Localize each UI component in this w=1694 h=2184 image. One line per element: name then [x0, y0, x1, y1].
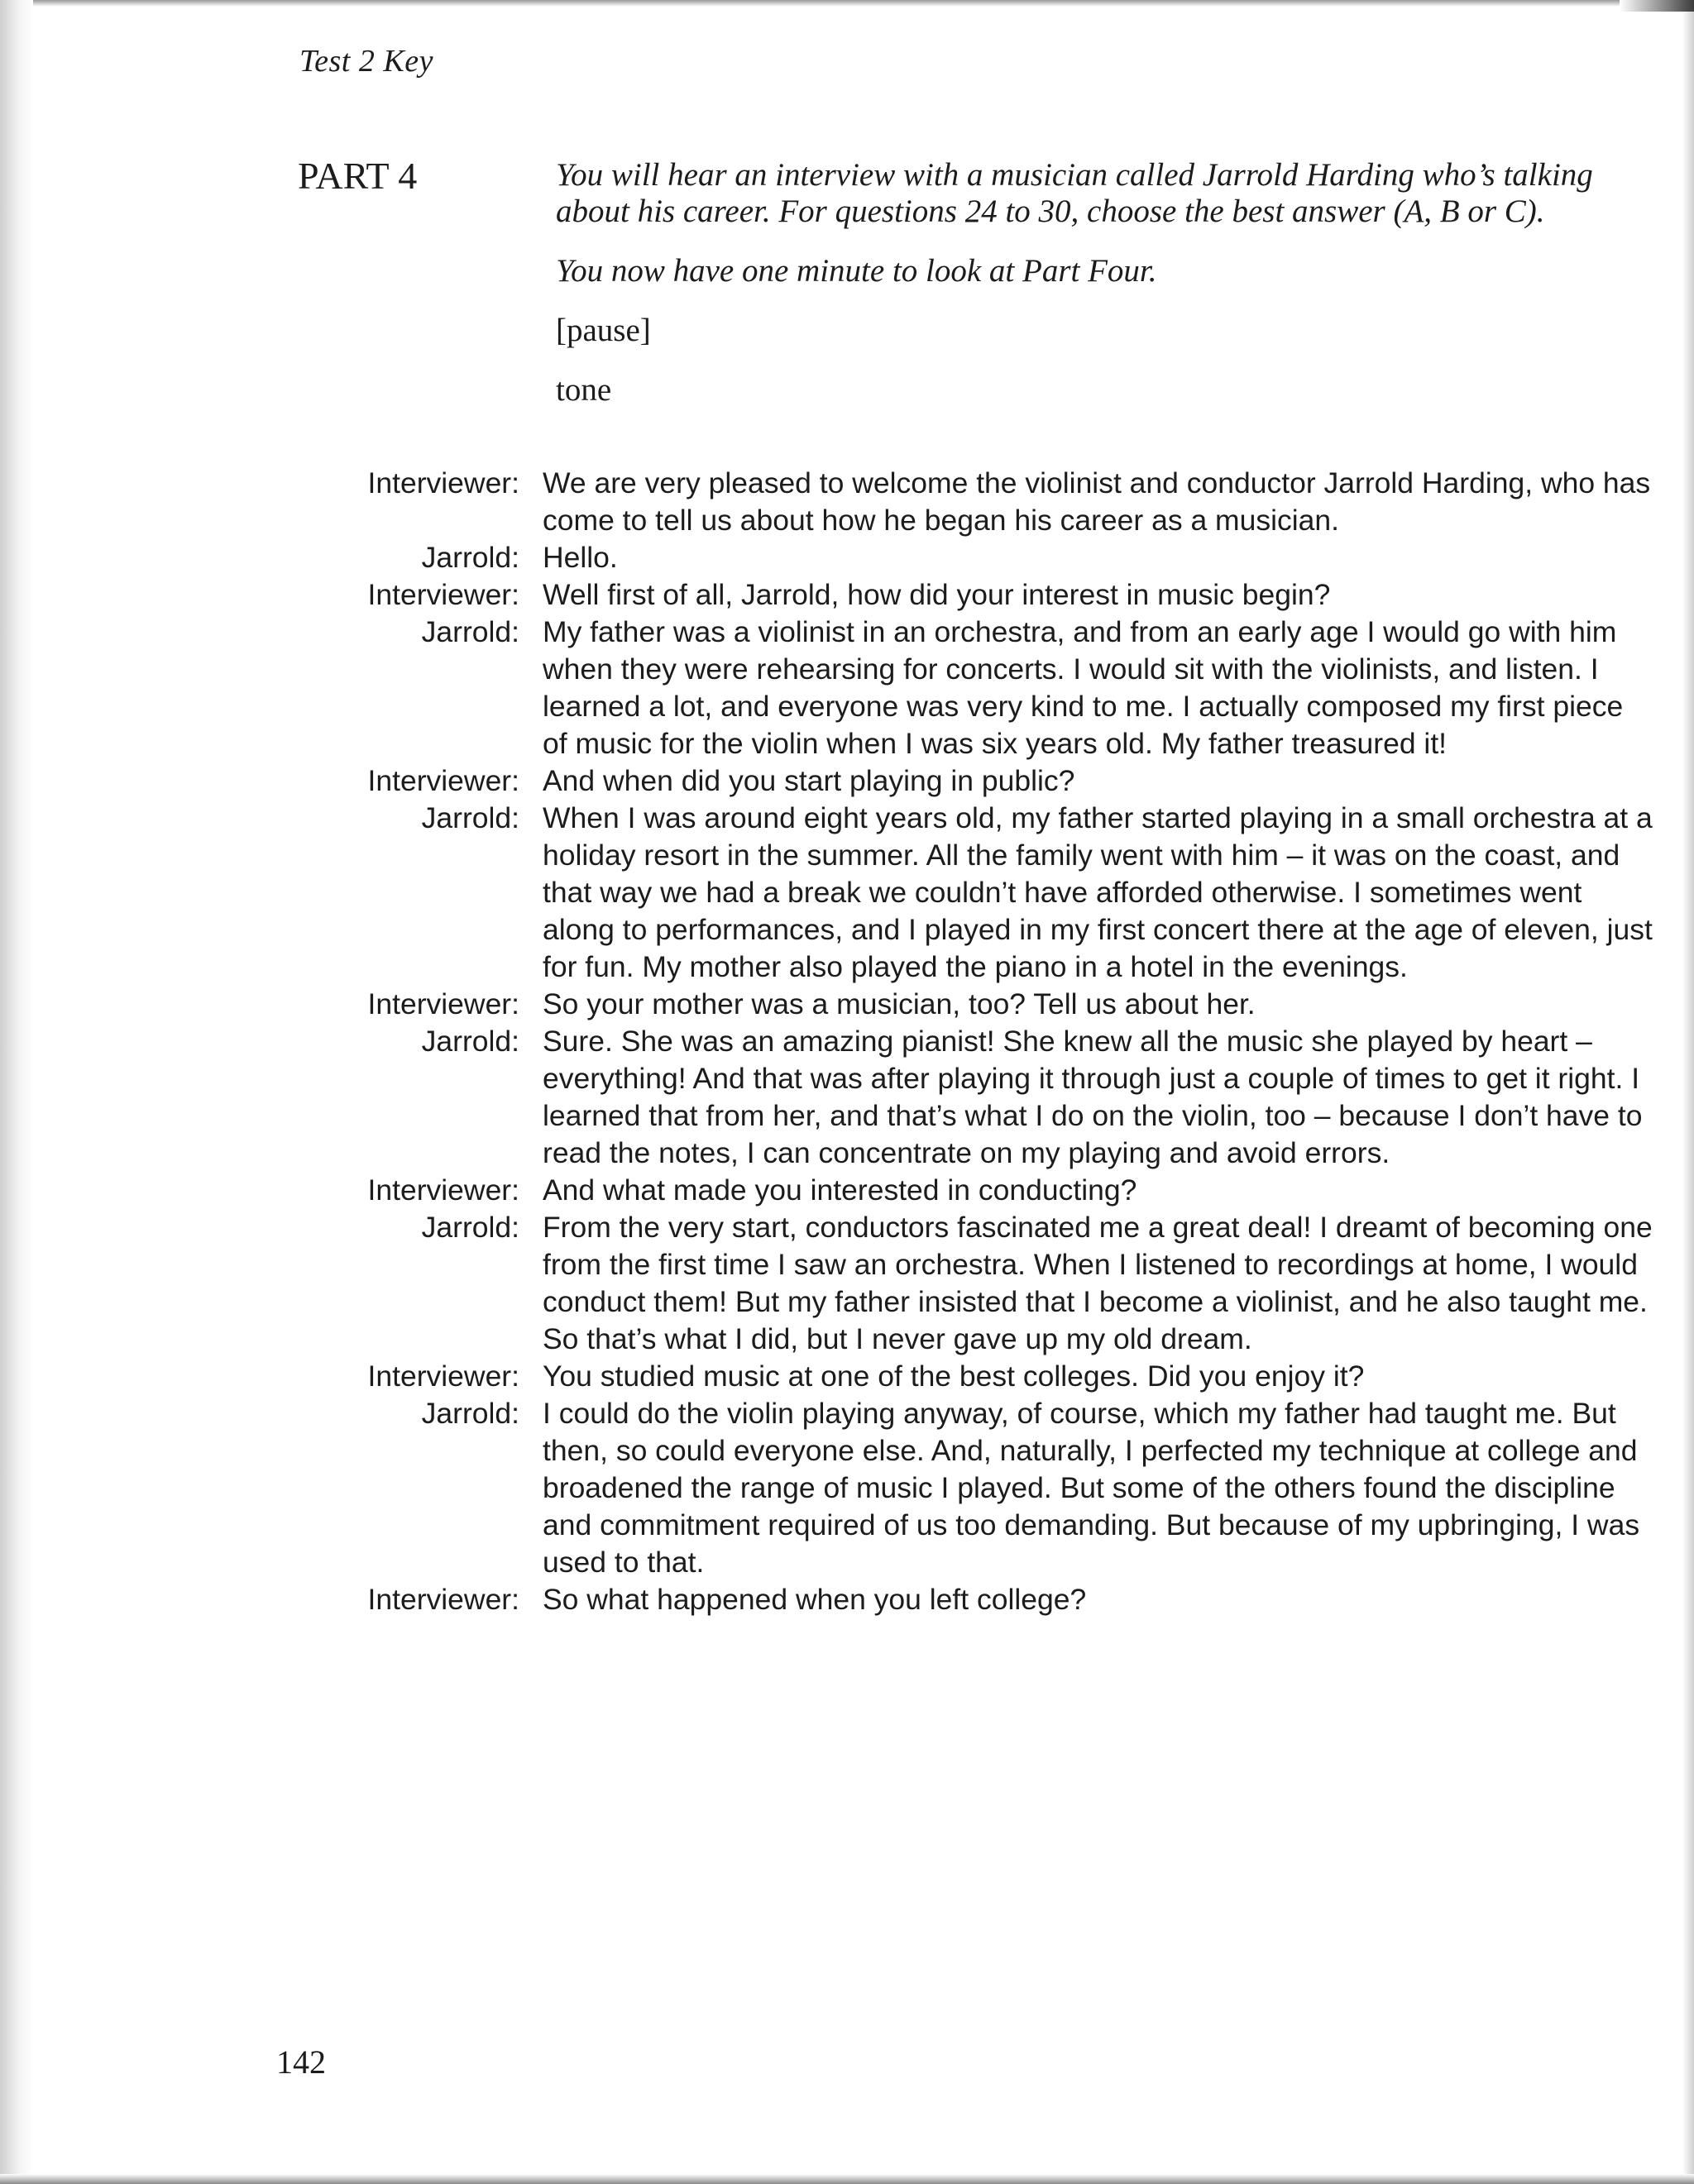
speech-text: You studied music at one of the best colleges. Did you enjoy it? — [543, 1360, 1365, 1393]
speech-text: So what happened when you left college? — [543, 1583, 1087, 1616]
dialogue-turn — [314, 800, 1654, 986]
dialogue-turn — [314, 576, 1654, 614]
speaker-label: Interviewer: — [367, 1173, 519, 1207]
instruction-pause: [pause] — [556, 313, 651, 348]
speech-text: We are very pleased to welcome the violinist and conductor Jarrold Harding, who has come to tell us about how he began his career as a musician. — [543, 466, 1651, 537]
scan-edge-bottom — [0, 2174, 1694, 2184]
speaker-label: Jarrold: — [421, 615, 519, 648]
scan-edge-top — [0, 0, 1694, 7]
speaker-label: Interviewer: — [367, 987, 519, 1020]
speech-text: And what made you interested in conducting? — [543, 1173, 1137, 1207]
speech-text: I could do the violin playing anyway, of course, which my father had taught me. But then, so could everyone else. And, naturally, I perfected my technique at college and broadened the range of music I played. But some of the others found the discipline and commitment required of us too demanding. But because of my upbringing, I was used to that. — [543, 1397, 1640, 1579]
page-number: 142 — [276, 2043, 326, 2081]
speaker-label: Jarrold: — [421, 541, 519, 574]
speech-text: So your mother was a musician, too? Tell us about her. — [543, 987, 1256, 1020]
speech-text: Well first of all, Jarrold, how did your interest in music begin? — [543, 578, 1331, 611]
dialogue-turn — [314, 465, 1654, 539]
speaker-label: Interviewer: — [367, 1583, 519, 1616]
running-head: Test 2 Key — [299, 44, 433, 79]
speech-text: When I was around eight years old, my father started playing in a small orchestra at a holiday resort in the summer. All the family went with him – it was on the coast, and that way we had a break we couldn’t have afforded otherwise. I sometimes went along to performances, and I played in my first concert there at the age of eleven, just for fun. My mother also played the piano in a hotel in the evenings. — [543, 801, 1653, 983]
speech-text: My father was a violinist in an orchestra, and from an early age I would go with him when they were rehearsing for concerts. I would sit with the violinists, and listen. I learned a lot, and everyone was very kind to me. I actually composed my first piece of music for the violin when I was six years old. My father treasured it! — [543, 615, 1624, 760]
speaker-label: Jarrold: — [421, 1211, 519, 1244]
speaker-label: Interviewer: — [367, 764, 519, 797]
speaker-label: Interviewer: — [367, 578, 519, 611]
speaker-label: Jarrold: — [421, 1025, 519, 1058]
dialogue-turn — [314, 1023, 1654, 1172]
dialogue-turn — [314, 1172, 1654, 1209]
dialogue-turn — [314, 1209, 1654, 1358]
scan-edge-right — [1682, 0, 1694, 2184]
speaker-label: Interviewer: — [367, 1360, 519, 1393]
dialogue-turn — [314, 1358, 1654, 1395]
speaker-label: Interviewer: — [367, 466, 519, 499]
part-label: PART 4 — [298, 155, 418, 197]
instruction-preview-time: You now have one minute to look at Part Four. — [556, 253, 1157, 289]
dialogue-turn — [314, 986, 1654, 1023]
dialogue — [314, 465, 1654, 1618]
instructions — [556, 157, 1623, 432]
dialogue-turn — [314, 1581, 1654, 1618]
dialogue-turn — [314, 1395, 1654, 1581]
speaker-label: Jarrold: — [421, 801, 519, 834]
instruction-tone: tone — [556, 372, 612, 408]
speech-text: Hello. — [543, 541, 618, 574]
dialogue-turn — [314, 762, 1654, 800]
dialogue-turn — [314, 539, 1654, 576]
dialogue-turn — [314, 614, 1654, 762]
scan-edge-left — [0, 0, 33, 2184]
instruction-intro: You will hear an interview with a musician called Jarrold Harding who’s talking about his career. For questions 24 to 30, choose the best answer (A, B or C). — [556, 157, 1593, 229]
speech-text: And when did you start playing in public? — [543, 764, 1075, 797]
speech-text: Sure. She was an amazing pianist! She knew all the music she played by heart – everything! And that was after playing it through just a couple of times to get it right. I learned that from her, and that’s what I do on the violin, too – because I don’t have to read the notes, I can concentrate on my playing and avoid errors. — [543, 1025, 1643, 1169]
scan-corner-mark — [1620, 0, 1694, 12]
speech-text: From the very start, conductors fascinated me a great deal! I dreamt of becoming one from the first time I saw an orchestra. When I listened to recordings at home, I would conduct them! But my father insisted that I become a violinist, and he also taught me. So that’s what I did, but I never gave up my old dream. — [543, 1211, 1653, 1355]
speaker-label: Jarrold: — [421, 1397, 519, 1430]
